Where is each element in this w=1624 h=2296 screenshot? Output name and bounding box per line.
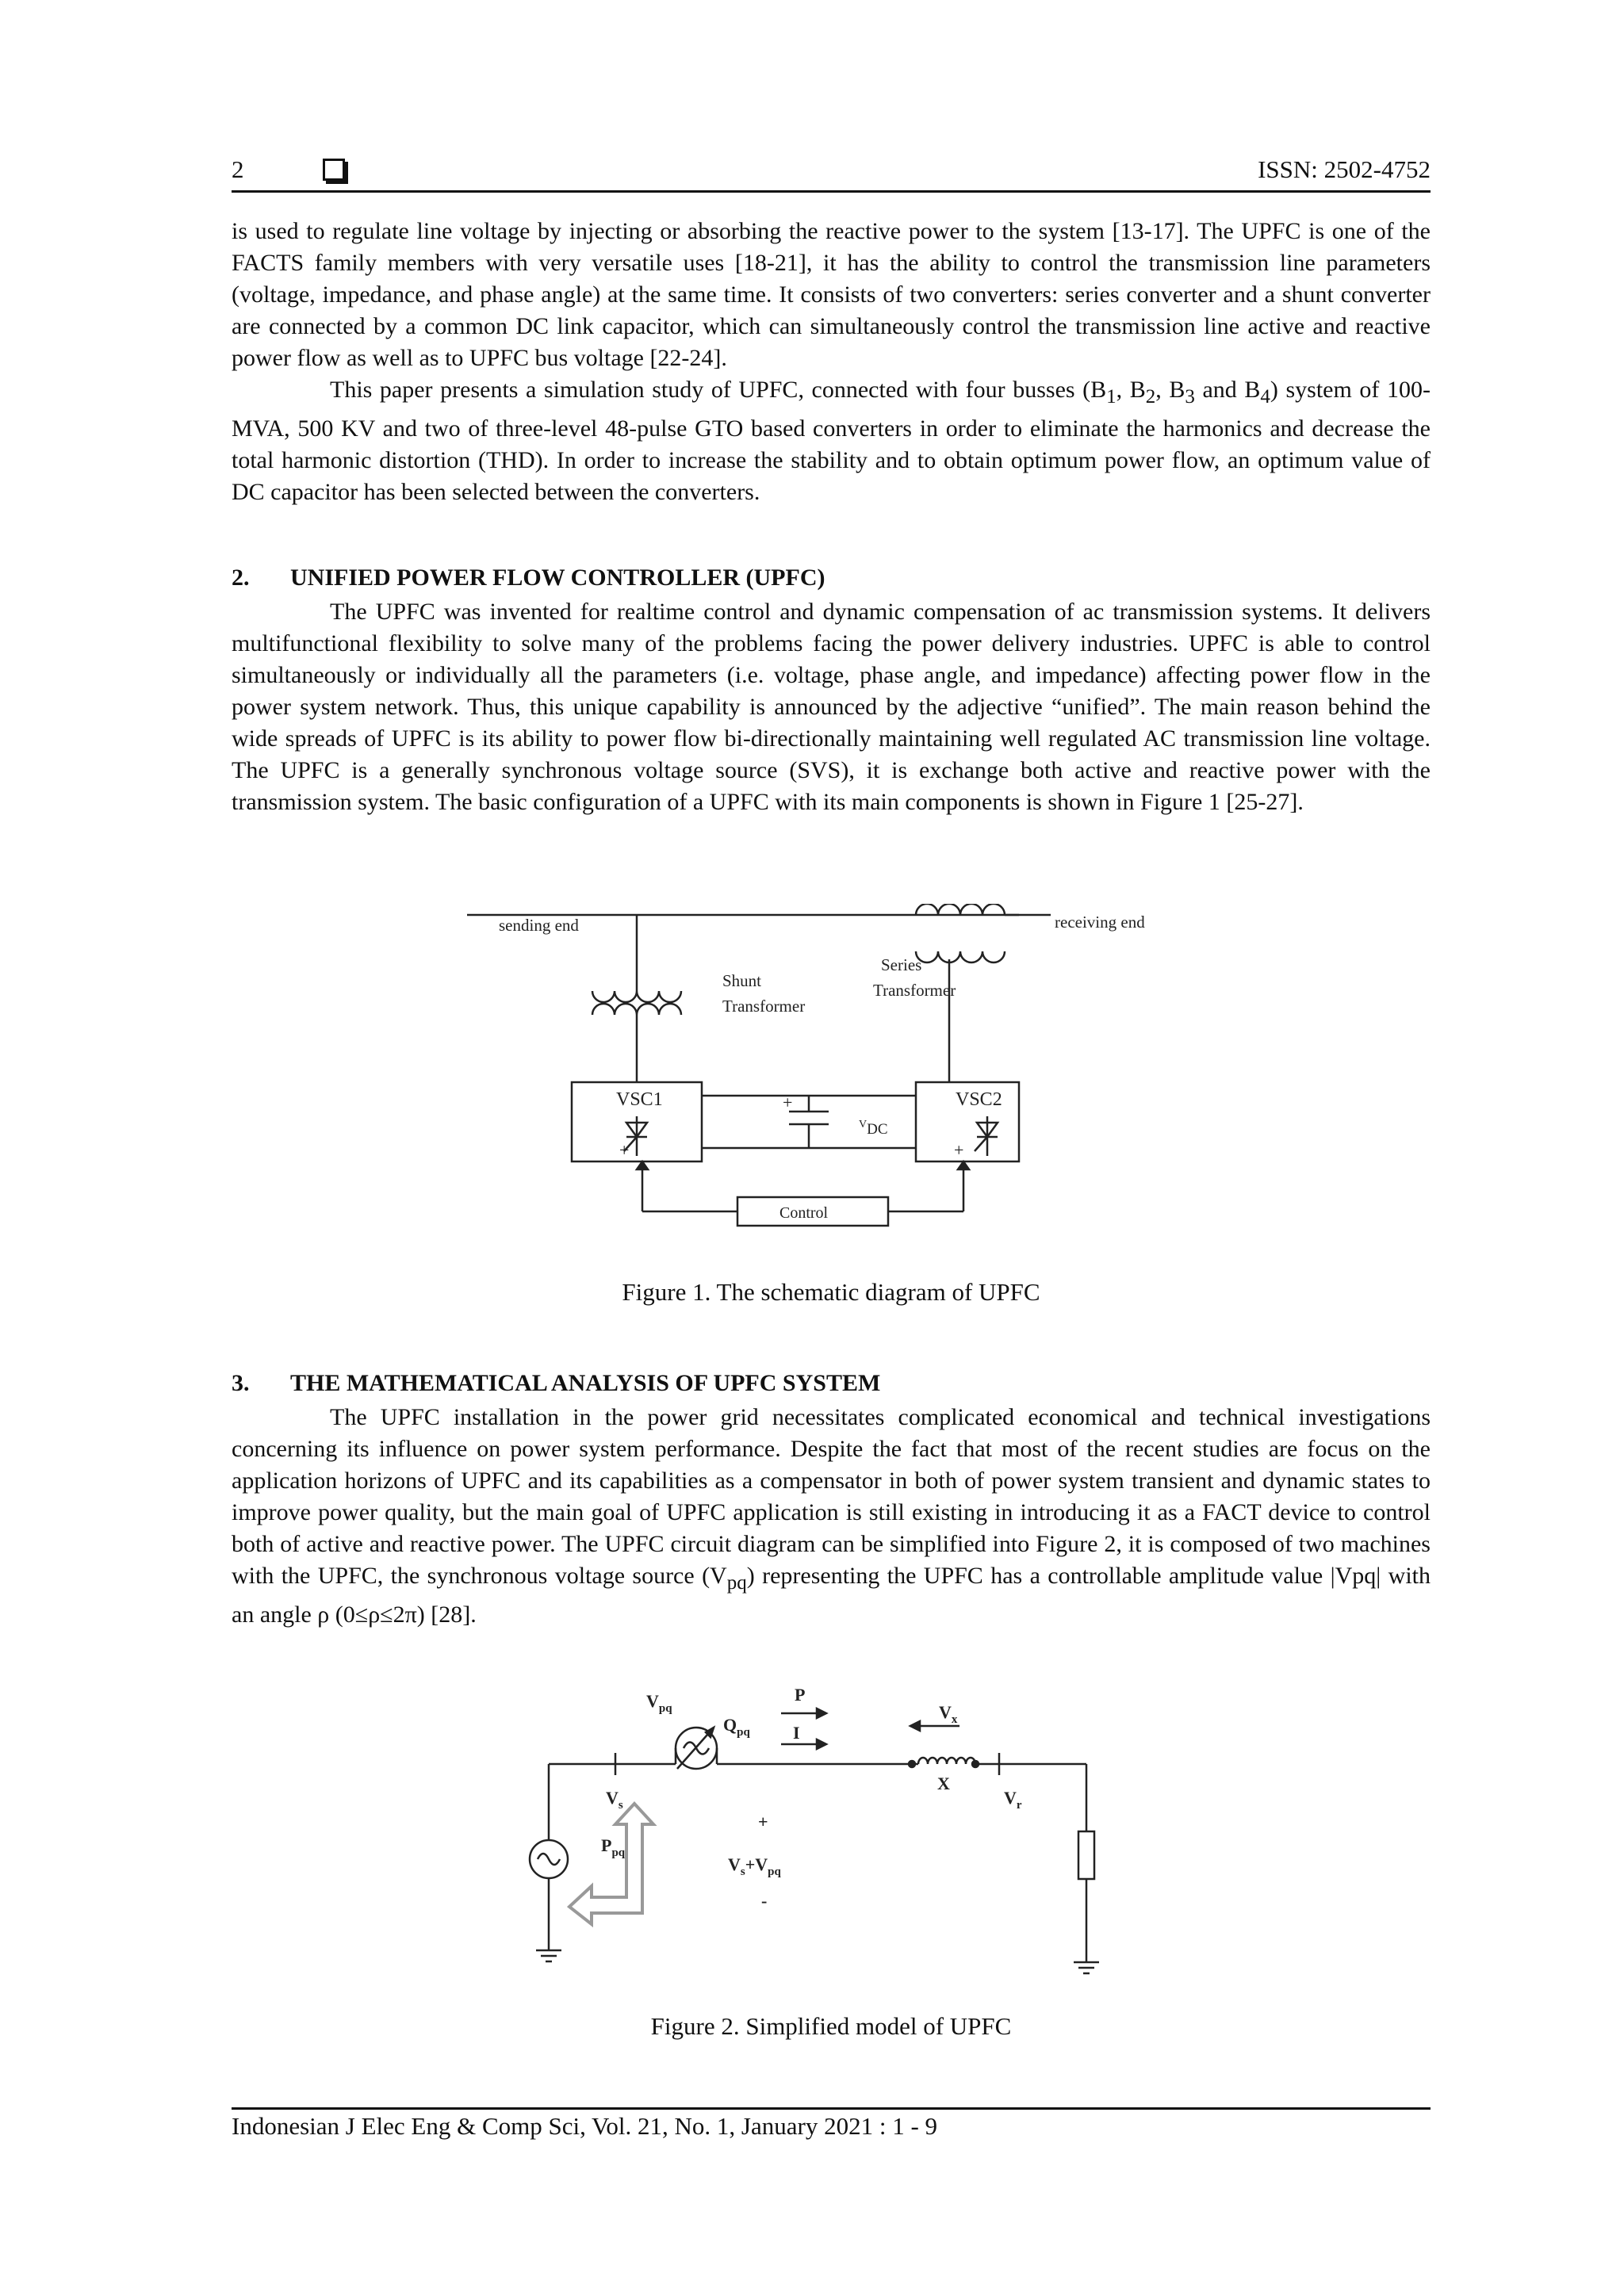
minus-sign: -	[761, 1891, 768, 1911]
qpq-label: $Q_{pq}$	[723, 1715, 750, 1739]
header-rule	[232, 190, 1431, 193]
figure-1-caption: Figure 1. The schematic diagram of UPFC	[622, 1278, 1040, 1306]
vsc1-plus: +	[619, 1140, 630, 1160]
vdc-label: VDC	[859, 1119, 888, 1138]
shunt-label: Shunt	[722, 971, 762, 990]
vr-label: $V_r$	[1004, 1788, 1022, 1812]
vs-plus-vpq-label: $V_s+V_{pq}$	[728, 1854, 781, 1878]
receiving-end-label: receiving end	[1055, 913, 1145, 932]
section-title: THE MATHEMATICAL ANALYSIS OF UPFC SYSTEM	[290, 1370, 881, 1396]
current-i-label: I	[793, 1723, 800, 1743]
plus-sign: +	[758, 1812, 768, 1831]
series-transformer-label: Transformer	[873, 981, 956, 1000]
section-number: 3.	[232, 1370, 250, 1396]
section-title: UNIFIED POWER FLOW CONTROLLER (UPFC)	[290, 564, 825, 591]
sending-end-label: sending end	[499, 916, 579, 935]
figure-2-simplified-upfc-model	[515, 1669, 1150, 1990]
section-heading	[232, 1370, 880, 1397]
vs-label: $V_s$	[606, 1788, 623, 1812]
section-3-paragraph: The UPFC installation in the power grid necessitates complicated economical and technical investigations concerning its influence on power system performance. Despite the fact that most of the recent studies are focus on the application horizons of UPFC and its capabilities as a compensator in both of power system transient and dynamic states to improve power quality, but the main goal of UPFC application is still existing in introducing it as a FACT device to control both of active and reactive power. The UPFC circuit diagram can be simplified into Figure 2, it is composed of two machines with the UPFC, the synchronous voltage source $(V_{pq})$ representing the UPFC has a controllable amplitude value |Vpq| with an angle ρ (0≤ρ≤2π) [28].	[232, 1404, 1431, 1628]
figure-1-upfc-schematic	[464, 904, 1193, 1237]
intro-paragraph-2: This paper presents a simulation study of UPFC, connected with four busses ($B_1$, $B_2$, $B_3$ and $B_4$) system of 100-MVA, 500 KV and two of three-level 48-pulse GTO based converters in order to eliminate the harmonics and decrease the total harmonic distortion (THD). In order to increase the stability and to obtain optimum power flow, an optimum value of DC capacitor has been selected between the converters.	[232, 377, 1431, 505]
running-footer: Indonesian J Elec Eng & Comp Sci, Vol. 21, No. 1, January 2021 : 1 - 9	[232, 2112, 938, 2140]
section-number: 2.	[232, 564, 250, 591]
figure-2-caption: Figure 2. Simplified model of UPFC	[650, 2012, 1012, 2040]
series-label: Series	[881, 955, 922, 974]
vsc2-label: VSC2	[956, 1089, 1002, 1110]
reactance-x-label: X	[937, 1774, 950, 1793]
intro-paragraph-1: is used to regulate line voltage by injecting or absorbing the reactive power to the system [13-17]. The UPFC is one of the FACTS family members with very versatile uses [18-21], it has the ability to control the transmission line parameters (voltage, impedance, and phase angle) at the same time. It consists of two converters: series converter and a shunt converter are connected by a common DC link capacitor, which can simultaneously control the transmission line active and reactive power flow as well as to UPFC bus voltage [22-24].	[232, 218, 1431, 371]
vsc2-plus: +	[954, 1140, 964, 1160]
capacitor-plus: +	[783, 1093, 793, 1112]
running-header	[232, 155, 1431, 195]
vsc1-label: VSC1	[616, 1089, 663, 1110]
section-2-paragraph: The UPFC was invented for realtime control and dynamic compensation of ac transmission systems. It delivers multifunctional flexibility to solve many of the problems facing the power delivery industries. UPFC is able to control simultaneously or individually all the parameters (i.e. voltage, phase angle, and impedance) affecting power flow in the power system network. Thus, this unique capability is announced by the adjective “unified”. The main reason behind the wide spreads of UPFC is its ability to power flow bi-directionally maintaining well regulated AC transmission line voltage. The UPFC is a generally synchronous voltage source (SVS), it is exchange both active and reactive power with the transmission system. The basic configuration of a UPFC with its main components is shown in Figure 1 [25-27].	[232, 599, 1431, 815]
vx-label: $V_x$	[939, 1702, 958, 1726]
page-number: 2	[232, 155, 244, 183]
control-label: Control	[779, 1204, 829, 1222]
power-p-label: P	[795, 1685, 806, 1705]
vpq-label: $V_{pq}$	[646, 1691, 672, 1715]
section-heading	[232, 564, 825, 591]
ppq-label: $P_{pq}$	[601, 1835, 626, 1859]
box-icon	[323, 159, 345, 181]
footer-rule	[232, 2107, 1431, 2110]
shunt-transformer-label: Transformer	[722, 997, 806, 1016]
issn-label: ISSN: 2502-4752	[1258, 155, 1431, 183]
